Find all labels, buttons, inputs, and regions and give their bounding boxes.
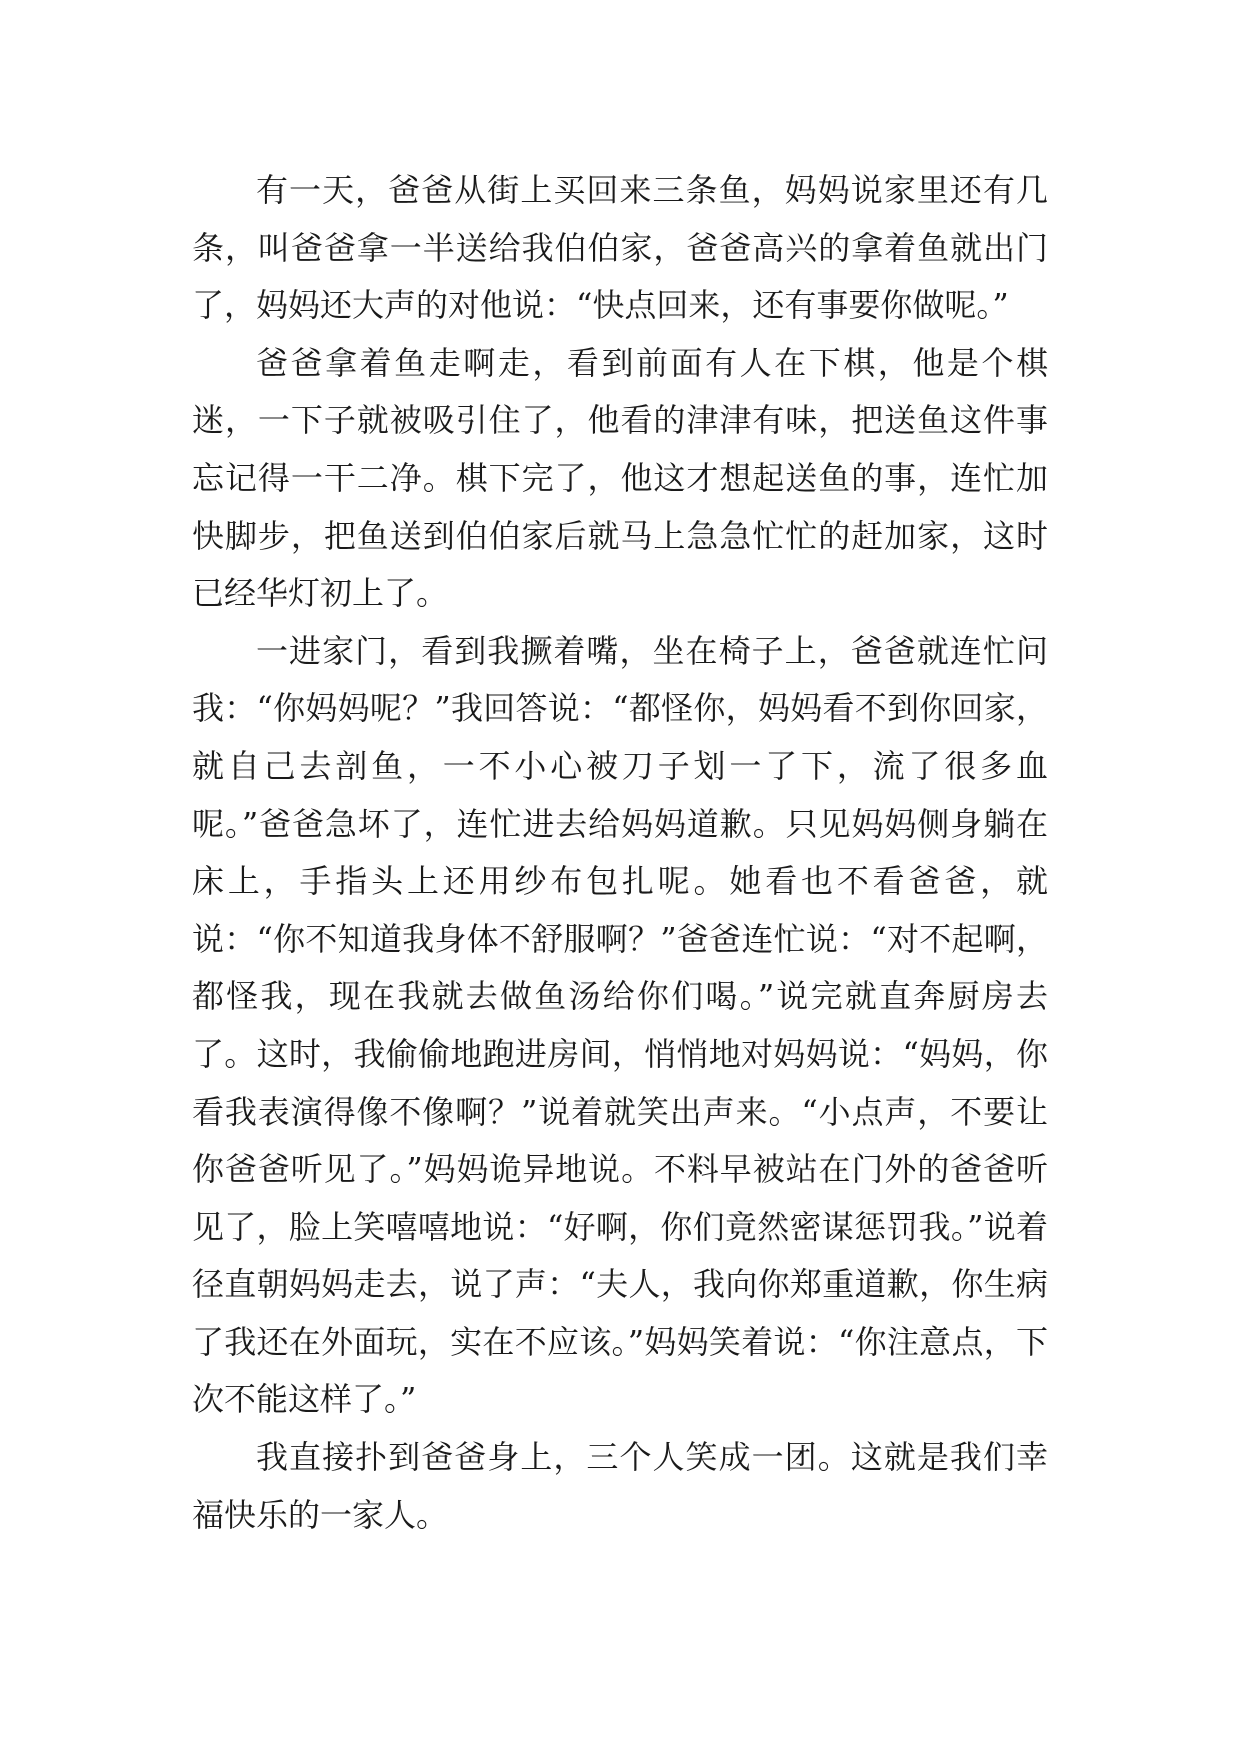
paragraph-2: 爸爸拿着鱼走啊走，看到前面有人在下棋，他是个棋迷，一下子就被吸引住了，他看的津津有味，把送鱼这件事忘记得一干二净。棋下完了，他这才想起送鱼的事，连忙加快脚步，把鱼送到伯伯家后就马上急急忙忙的赶加家，这时已经华灯初上了。: [192, 343, 1048, 613]
paragraph-4: 我直接扑到爸爸身上，三个人笑成一团。这就是我们幸福快乐的一家人。: [192, 1438, 1048, 1534]
document-body: [192, 162, 1048, 1544]
paragraph-3: 一进家门，看到我撅着嘴，坐在椅子上，爸爸就连忙问我：“你妈妈呢？”我回答说：“都怪你，妈妈看不到你回家，就自己去剖鱼，一不小心被刀子划一了下，流了很多血呢。”爸爸急坏了，连忙进去给妈妈道歉。只见妈妈侧身躺在床上，手指头上还用纱布包扎呢。她看也不看爸爸，就说：“你不知道我身体不舒服啊？”爸爸连忙说：“对不起啊，都怪我，现在我就去做鱼汤给你们喝。”说完就直奔厨房去了。这时，我偷偷地跑进房间，悄悄地对妈妈说：“妈妈，你看我表演得像不像啊？”说着就笑出声来。“小点声，不要让你爸爸听见了。”妈妈诡异地说。不料早被站在门外的爸爸听见了，脸上笑嘻嘻地说：“好啊，你们竟然密谋惩罚我。”说着径直朝妈妈走去，说了声：“夫人，我向你郑重道歉，你生病了我还在外面玩，实在不应该。”妈妈笑着说：“你注意点，下次不能这样了。”: [192, 631, 1048, 1419]
paragraph-1: 有一天，爸爸从街上买回来三条鱼，妈妈说家里还有几条，叫爸爸拿一半送给我伯伯家，爸爸高兴的拿着鱼就出门了，妈妈还大声的对他说：“快点回来，还有事要你做呢。”: [192, 171, 1048, 325]
